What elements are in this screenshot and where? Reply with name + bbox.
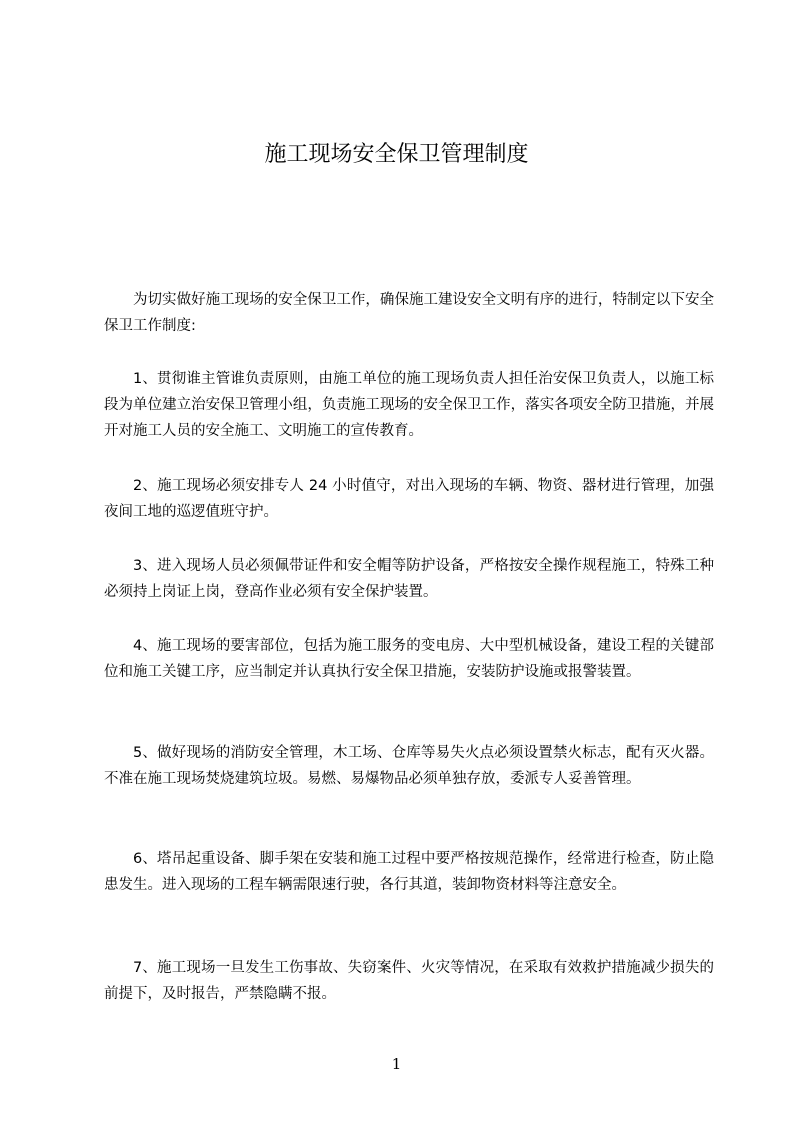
rule-paragraph-2: 2、施工现场必须安排专人 24 小时值守，对出入现场的车辆、物资、器材进行管理，加强夜间工地的巡逻值班守护。: [104, 478, 714, 520]
page-number: 1: [391, 1055, 402, 1073]
document-title: 施工现场安全保卫管理制度: [264, 142, 529, 167]
rule-paragraph-4: 4、施工现场的要害部位，包括为施工服务的变电房、大中型机械设备，建设工程的关键部位和施工关键工序，应当制定并认真执行安全保卫措施，安装防护设施或报警装置。: [104, 638, 714, 680]
rule-paragraph-5: 5、做好现场的消防安全管理，木工场、仓库等易失火点必须设置禁火标志，配有灭火器。不准在施工现场焚烧建筑垃圾。易燃、易爆物品必须单独存放，委派专人妥善管理。: [104, 745, 714, 787]
intro-paragraph: 为切实做好施工现场的安全保卫工作，确保施工建设安全文明有序的进行，特制定以下安全保卫工作制度:: [104, 292, 714, 334]
rule-paragraph-3: 3、进入现场人员必须佩带证件和安全帽等防护设备，严格按安全操作规程施工，特殊工种必须持上岗证上岗，登高作业必须有安全保护装置。: [104, 558, 714, 600]
rule-paragraph-7: 7、施工现场一旦发生工伤事故、失窃案件、火灾等情况，在采取有效救护措施减少损失的前提下，及时报告，严禁隐瞒不报。: [104, 960, 714, 1002]
rule-paragraph-1: 1、贯彻谁主管谁负责原则，由施工单位的施工现场负责人担任治安保卫负责人，以施工标段为单位建立治安保卫管理小组，负责施工现场的安全保卫工作，落实各项安全防卫措施，并展开对施工人员的安全施工、文明施工的宣传教育。: [104, 371, 714, 439]
rule-paragraph-6: 6、塔吊起重设备、脚手架在安装和施工过程中要严格按规范操作，经常进行检查，防止隐患发生。进入现场的工程车辆需限速行驶，各行其道，装卸物资材料等注意安全。: [104, 851, 714, 893]
